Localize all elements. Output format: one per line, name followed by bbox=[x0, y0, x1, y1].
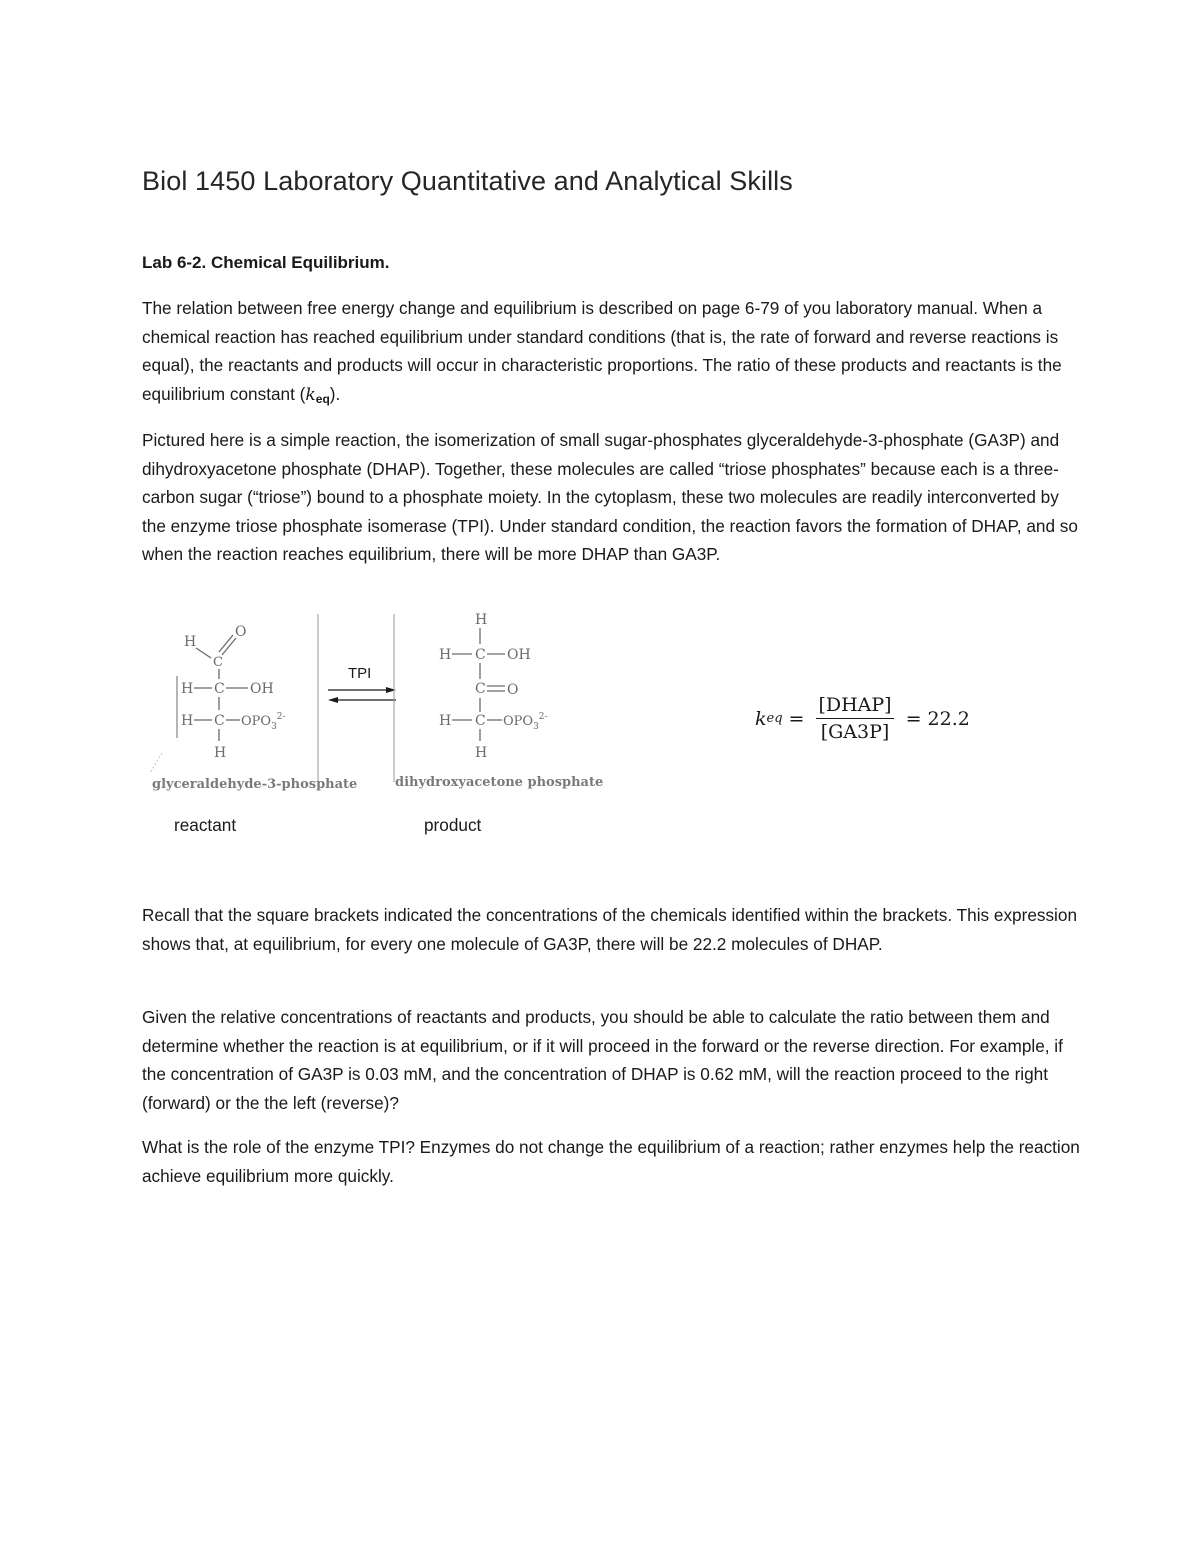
page-title: Biol 1450 Laboratory Quantitative and Analytical Skills bbox=[142, 166, 793, 196]
ga3p-aldehyde-h: H bbox=[184, 634, 197, 650]
brackets-explanation-paragraph: Recall that the square brackets indicated the concentrations of the chemicals identified within the brackets. This expression shows that, at equilibrium, for every one molecule of GA3P, there will be 22.2 molecules of DHAP. bbox=[142, 905, 1077, 954]
dhap-top-h: H bbox=[475, 612, 488, 628]
equation-equals: = bbox=[788, 707, 805, 730]
equation-denominator: [GA3P] bbox=[820, 721, 890, 743]
equation-numerator: [DHAP] bbox=[816, 694, 893, 719]
ga3p-bottom-h: H bbox=[214, 745, 227, 761]
reaction-description-paragraph: Pictured here is a simple reaction, the isomerization of small sugar-phosphates glyceraldehyde-3-phosphate (GA3P) and dihydroxyacetone phosphate (DHAP). Together, these molecules are called “triose phosphates” because each is a three-carbon sugar (“triose”) bound to a phosphate moiety. In the cytoplasm, these two molecules are readily interconverted by the enzyme triose phosphate isomerase (TPI). Under standard condition, the reaction favors the formation of DHAP, and so when the reaction reaches equilibrium, there will be more DHAP than GA3P. bbox=[142, 430, 1078, 564]
equation-k-subscript: eq bbox=[766, 711, 783, 726]
product-label: product bbox=[424, 815, 482, 835]
dhap-phosphate: $OPO_3^{2-}$ bbox=[503, 712, 548, 732]
dhap-c1-h: H bbox=[439, 647, 452, 663]
keq-equation bbox=[755, 694, 970, 743]
enzyme-label: TPI bbox=[348, 665, 372, 682]
ga3p-structure bbox=[150, 624, 357, 792]
intro-text-end: ). bbox=[329, 383, 341, 404]
tpi-reaction-scheme bbox=[140, 608, 604, 798]
keq-symbol: k bbox=[305, 384, 316, 405]
ga3p-c1: C bbox=[213, 655, 223, 670]
reactant-label: reactant bbox=[174, 815, 237, 835]
ga3p-name: glyceraldehyde-3-phosphate bbox=[152, 777, 358, 792]
dhap-structure bbox=[395, 612, 603, 790]
equation-fraction bbox=[816, 694, 893, 743]
calculation-question-paragraph: Given the relative concentrations of reactants and products, you should be able to calculate the ratio between them and determine whether the reaction is at equilibrium, or if it will proceed in the forward or the reverse direction. For example, if the concentration of GA3P is 0.03 mM, and the concentration of DHAP is 0.62 mM, will the reaction proceed to the right (forward) or the the left (reverse)? bbox=[142, 1007, 1063, 1113]
ga3p-c2: C bbox=[214, 681, 225, 697]
intro-paragraph bbox=[142, 294, 1082, 413]
equation-value: 22.2 bbox=[927, 707, 970, 730]
dhap-name: dihydroxyacetone phosphate bbox=[395, 775, 604, 790]
dhap-hydroxyl: OH bbox=[507, 647, 531, 663]
ga3p-c3-h: H bbox=[181, 713, 194, 729]
dhap-c1: C bbox=[475, 647, 486, 663]
keq-subscript: eq bbox=[315, 391, 330, 406]
equilibrium-arrows bbox=[328, 665, 396, 703]
equation-equals-2: = bbox=[905, 707, 922, 730]
ga3p-hydroxyl: OH bbox=[250, 681, 274, 697]
lab-subtitle: Lab 6-2. Chemical Equilibrium. bbox=[142, 253, 390, 272]
ga3p-carbonyl-o: O bbox=[235, 624, 247, 640]
ga3p-c3: C bbox=[214, 713, 225, 729]
ga3p-c2-h: H bbox=[181, 681, 194, 697]
equation-k: k bbox=[755, 707, 767, 730]
intro-text: The relation between free energy change and equilibrium is described on page 6-79 of you laboratory manual. When a chemical reaction has reached equilibrium under standard conditions (that is, the rate of forward and reverse reactions is equal), the reactants and products will occur in characteristic proportions. The ratio of these products and reactants is the equilibrium constant ( bbox=[142, 298, 1062, 404]
ga3p-phosphate: $OPO_3^{2-}$ bbox=[241, 712, 286, 732]
dhap-c2: C bbox=[475, 681, 486, 697]
dhap-carbonyl-o: O bbox=[507, 682, 519, 698]
dhap-c3-h: H bbox=[439, 713, 452, 729]
dhap-c3: C bbox=[475, 713, 486, 729]
enzyme-role-paragraph: What is the role of the enzyme TPI? Enzymes do not change the equilibrium of a reaction; rather enzymes help the reaction achieve equilibrium more quickly. bbox=[142, 1137, 1080, 1186]
dhap-bottom-h: H bbox=[475, 745, 488, 761]
